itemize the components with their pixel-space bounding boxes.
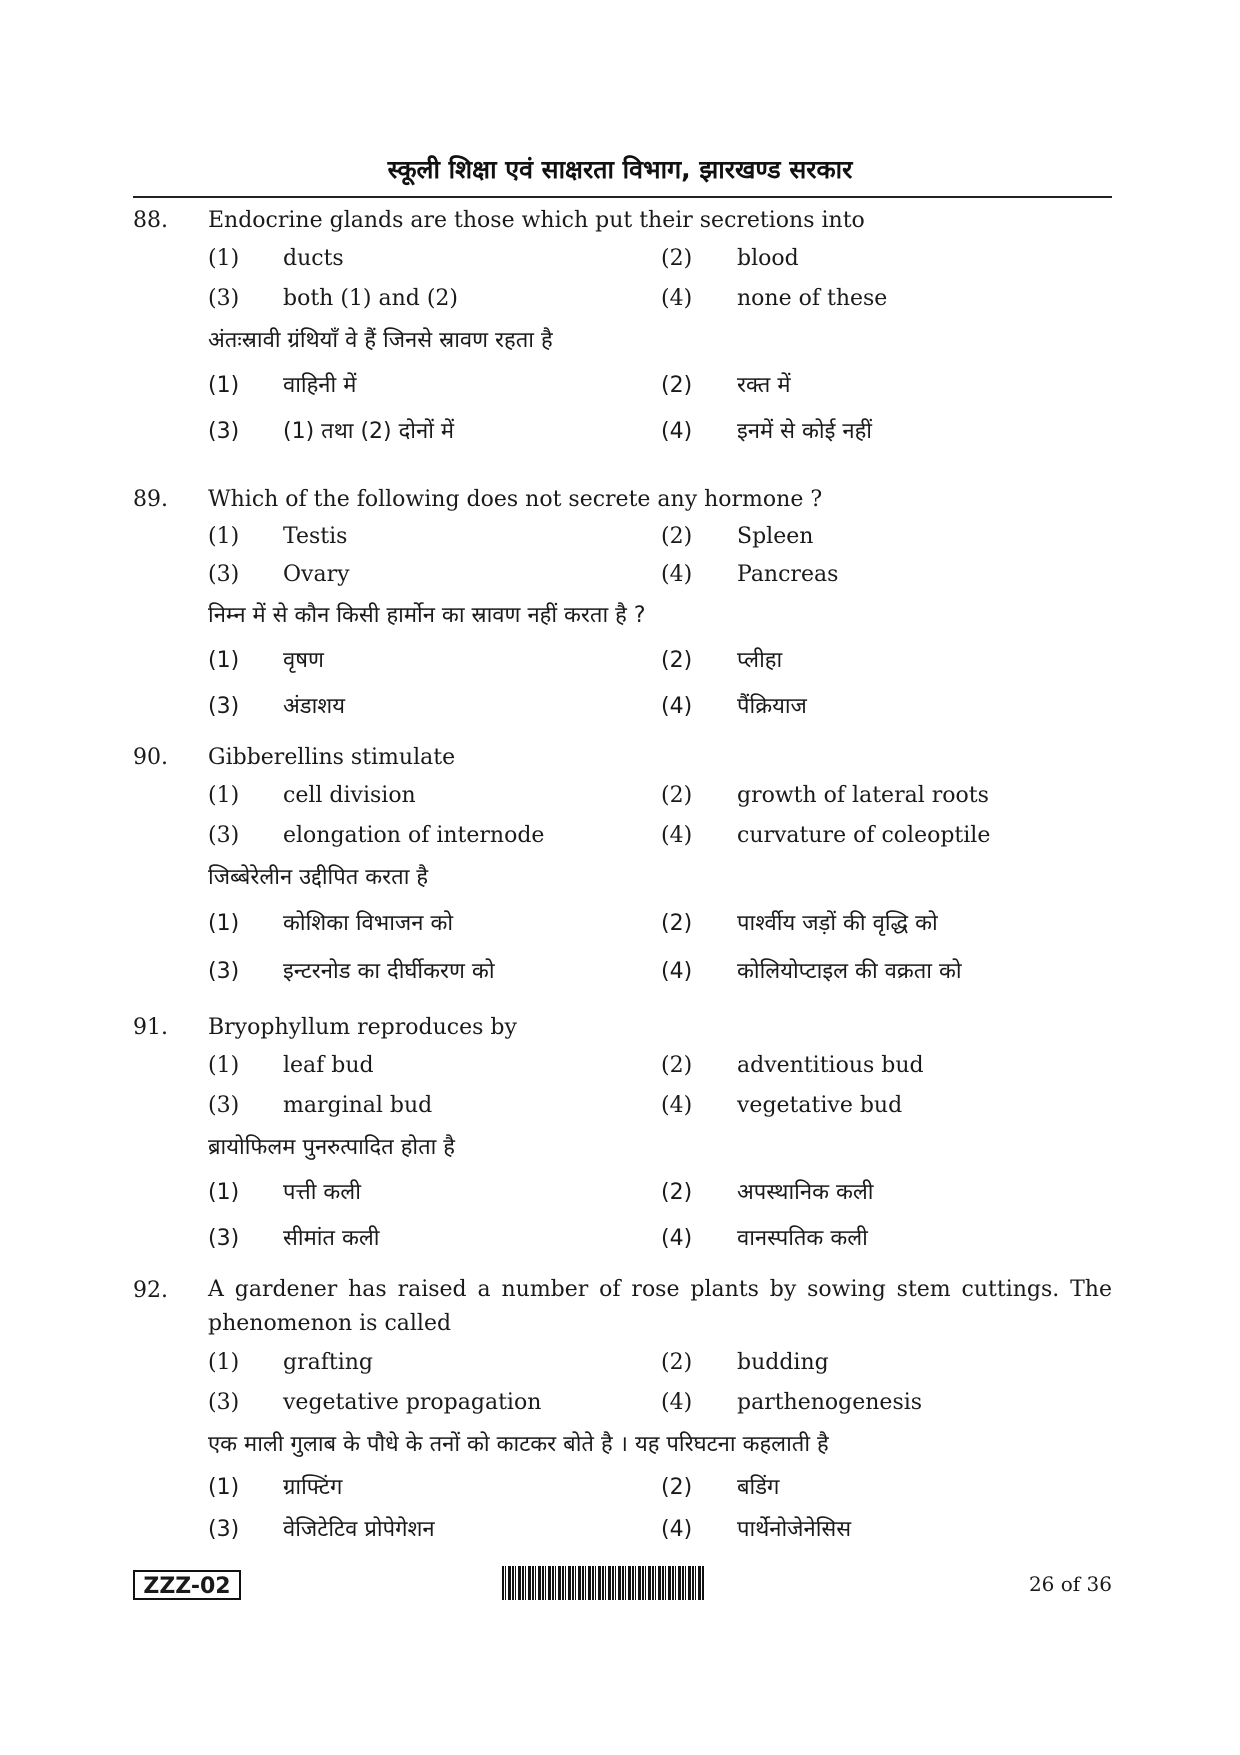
option-number: (2) <box>661 246 693 271</box>
option-number: (4) <box>661 823 693 848</box>
option-number: (1) <box>208 373 240 398</box>
option-number: (1) <box>208 911 240 936</box>
question-number: 91. <box>133 1015 168 1040</box>
option-text-en: vegetative bud <box>737 1093 903 1118</box>
option-text-en: both (1) and (2) <box>283 286 459 311</box>
question-text-en: A gardener has raised a number of rose plants by sowing stem cuttings. The phenomenon is called <box>208 1277 1112 1336</box>
option-text-en: cell division <box>283 783 416 808</box>
option-text-hi: बडिंग <box>737 1475 780 1500</box>
option-number: (2) <box>661 373 693 398</box>
option-text-en: growth of lateral roots <box>737 783 989 808</box>
option-number: (2) <box>661 648 693 673</box>
option-number: (2) <box>661 1475 693 1500</box>
option-text-hi: वानस्पतिक कली <box>737 1226 868 1251</box>
header-divider <box>133 196 1112 198</box>
option-number: (2) <box>661 783 693 808</box>
option-text-hi: पैंक्रियाज <box>737 694 807 719</box>
option-text-en: parthenogenesis <box>737 1390 923 1415</box>
option-number: (1) <box>208 1180 240 1205</box>
option-number: (1) <box>208 648 240 673</box>
option-number: (3) <box>208 1226 240 1251</box>
option-number: (3) <box>208 1390 240 1415</box>
option-number: (4) <box>661 1390 693 1415</box>
option-number: (3) <box>208 694 240 719</box>
option-number: (3) <box>208 286 240 311</box>
option-number: (3) <box>208 1093 240 1118</box>
option-text-en: Spleen <box>737 524 814 549</box>
option-text-hi: इनमें से कोई नहीं <box>737 419 873 444</box>
question-text-hi: अंतःस्रावी ग्रंथियाँ वे हैं जिनसे स्रावण रहता है <box>208 328 553 353</box>
option-text-hi: ग्राफ्टिंग <box>283 1475 343 1500</box>
option-text-en: curvature of coleoptile <box>737 823 991 848</box>
question-text-hi: ब्रायोफिलम पुनरुत्पादित होता है <box>208 1135 455 1160</box>
option-number: (3) <box>208 562 240 587</box>
option-text-en: elongation of internode <box>283 823 545 848</box>
option-text-en: budding <box>737 1350 829 1375</box>
option-text-en: ducts <box>283 246 344 271</box>
option-number: (4) <box>661 959 693 984</box>
option-number: (4) <box>661 1517 693 1542</box>
page-number: 26 of 36 <box>1028 1572 1112 1596</box>
question-text-hi: एक माली गुलाब के पौधे के तनों को काटकर बोते है । यह परिघटना कहलाती है <box>208 1432 829 1457</box>
option-number: (3) <box>208 959 240 984</box>
option-number: (4) <box>661 1093 693 1118</box>
question-text-en: Bryophyllum reproduces by <box>208 1015 517 1040</box>
option-number: (2) <box>661 1053 693 1078</box>
option-number: (4) <box>661 694 693 719</box>
option-text-en: blood <box>737 246 799 271</box>
question-text-hi: निम्न में से कौन किसी हार्मोन का स्रावण नहीं करता है ? <box>208 603 646 628</box>
option-text-en: leaf bud <box>283 1053 374 1078</box>
option-text-hi: वेजिटेटिव प्रोपेगेशन <box>283 1517 435 1542</box>
option-number: (4) <box>661 562 693 587</box>
option-number: (1) <box>208 524 240 549</box>
option-text-hi: पत्ती कली <box>283 1180 361 1205</box>
question-92 <box>133 1273 1112 1551</box>
option-text-en: marginal bud <box>283 1093 433 1118</box>
option-text-hi: कोशिका विभाजन को <box>283 911 454 936</box>
option-text-hi: रक्त में <box>737 373 791 398</box>
option-number: (2) <box>661 1180 693 1205</box>
option-text-en: none of these <box>737 286 888 311</box>
question-91 <box>133 1010 1112 1262</box>
option-text-hi: कोलियोप्टाइल की वक्रता को <box>737 959 962 984</box>
option-number: (2) <box>661 911 693 936</box>
question-text-en: Gibberellins stimulate <box>208 745 456 770</box>
question-90 <box>133 740 1112 996</box>
question-number: 89. <box>133 487 168 512</box>
barcode <box>502 1566 704 1600</box>
question-text-en: Which of the following does not secrete any hormone ? <box>208 487 823 512</box>
option-number: (1) <box>208 1350 240 1375</box>
option-text-en: Testis <box>283 524 348 549</box>
option-text-hi: इन्टरनोड का दीर्घीकरण को <box>283 959 495 984</box>
option-text-hi: पार्श्वीय जड़ों की वृद्धि को <box>737 911 938 936</box>
option-number: (3) <box>208 823 240 848</box>
option-text-en: grafting <box>283 1350 373 1375</box>
option-number: (4) <box>661 1226 693 1251</box>
option-text-hi: प्लीहा <box>737 648 783 673</box>
option-number: (2) <box>661 524 693 549</box>
question-number: 92. <box>133 1278 168 1303</box>
option-number: (2) <box>661 1350 693 1375</box>
option-text-hi: वाहिनी में <box>283 373 357 398</box>
paper-code-box: ZZZ-02 <box>133 1570 241 1600</box>
question-88 <box>133 203 1112 455</box>
question-text-hi: जिब्बेरेलीन उद्दीपित करता है <box>208 865 429 890</box>
option-number: (3) <box>208 1517 240 1542</box>
option-text-en: vegetative propagation <box>283 1390 542 1415</box>
option-number: (1) <box>208 1475 240 1500</box>
option-text-hi: वृषण <box>283 648 324 673</box>
question-89 <box>133 482 1112 730</box>
option-text-hi: पार्थेनोजेनेसिस <box>737 1517 852 1542</box>
question-text-en: Endocrine glands are those which put their secretions into <box>208 208 865 233</box>
question-number: 90. <box>133 745 168 770</box>
option-text-hi: (1) तथा (2) दोनों में <box>283 419 455 444</box>
option-number: (4) <box>661 419 693 444</box>
option-number: (1) <box>208 246 240 271</box>
option-text-hi: अपस्थानिक कली <box>737 1180 874 1205</box>
option-text-en: adventitious bud <box>737 1053 924 1078</box>
option-text-hi: सीमांत कली <box>283 1226 380 1251</box>
question-number: 88. <box>133 208 168 233</box>
page-header-title: स्कूली शिक्षा एवं साक्षरता विभाग, झारखण्ड सरकार <box>387 155 853 184</box>
option-text-hi: अंडाशय <box>283 694 345 719</box>
option-number: (4) <box>661 286 693 311</box>
option-number: (1) <box>208 1053 240 1078</box>
option-text-en: Pancreas <box>737 562 839 587</box>
option-number: (1) <box>208 783 240 808</box>
option-text-en: Ovary <box>283 562 350 587</box>
option-number: (3) <box>208 419 240 444</box>
